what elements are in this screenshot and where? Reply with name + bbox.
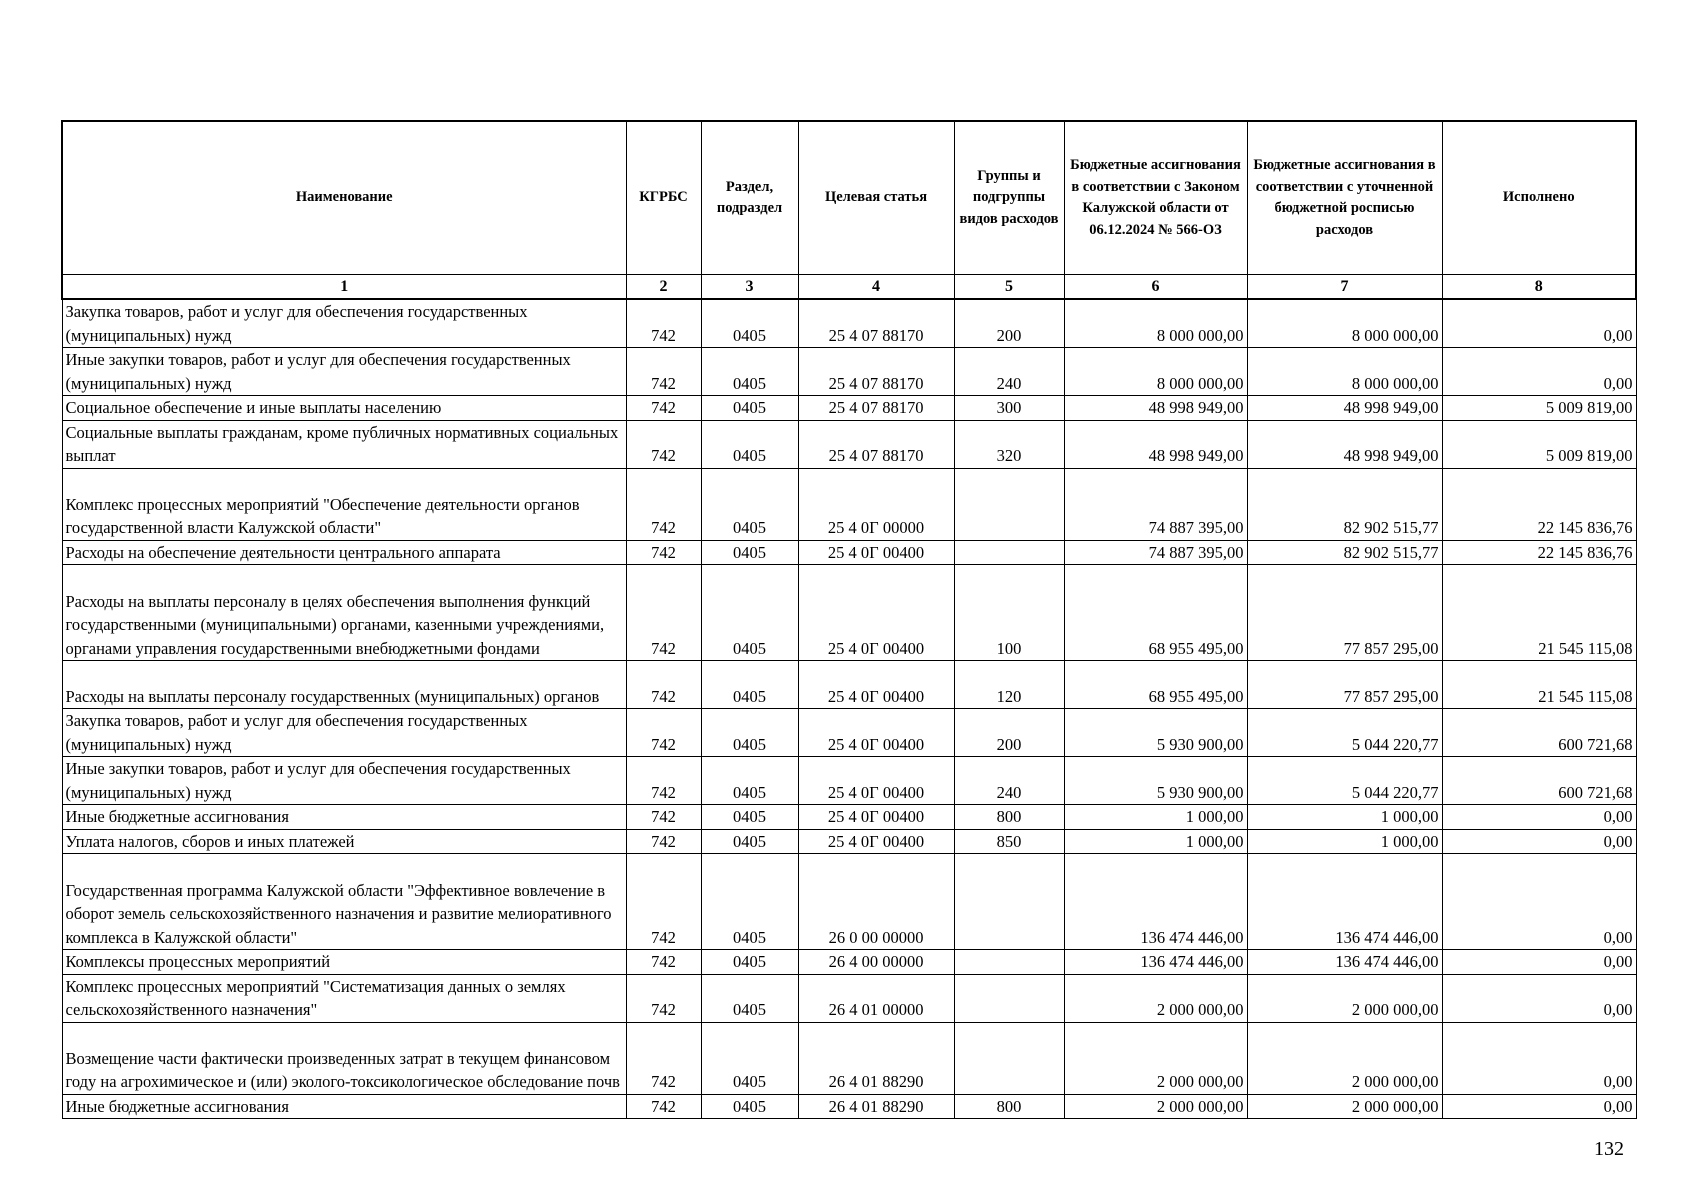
row-group: 800 bbox=[954, 1094, 1064, 1119]
row-executed: 0,00 bbox=[1442, 950, 1636, 975]
column-number: 2 bbox=[626, 275, 701, 300]
row-refined: 82 902 515,77 bbox=[1247, 540, 1442, 565]
column-number: 4 bbox=[798, 275, 954, 300]
row-name: Возмещение части фактически произведенных затрат в текущем финансовом году на агрохимическое и (или) эколого-токсикологическое обследование почв bbox=[62, 1022, 626, 1094]
row-group: 200 bbox=[954, 709, 1064, 757]
row-executed: 0,00 bbox=[1442, 299, 1636, 348]
row-razdel: 0405 bbox=[701, 468, 798, 540]
row-law: 2 000 000,00 bbox=[1064, 974, 1247, 1022]
row-law: 136 474 446,00 bbox=[1064, 854, 1247, 950]
row-law: 1 000,00 bbox=[1064, 805, 1247, 830]
row-kgrbs: 742 bbox=[626, 420, 701, 468]
table-row bbox=[62, 1022, 1636, 1094]
row-executed: 5 009 819,00 bbox=[1442, 420, 1636, 468]
row-name: Закупка товаров, работ и услуг для обеспечения государственных (муниципальных) нужд bbox=[62, 299, 626, 348]
row-target: 25 4 0Г 00400 bbox=[798, 565, 954, 661]
row-target: 25 4 07 88170 bbox=[798, 348, 954, 396]
row-group: 240 bbox=[954, 348, 1064, 396]
row-refined: 2 000 000,00 bbox=[1247, 974, 1442, 1022]
row-executed: 0,00 bbox=[1442, 1094, 1636, 1119]
row-refined: 1 000,00 bbox=[1247, 805, 1442, 830]
row-executed: 5 009 819,00 bbox=[1442, 396, 1636, 421]
header-target: Целевая статья bbox=[798, 121, 954, 275]
row-kgrbs: 742 bbox=[626, 950, 701, 975]
row-executed: 0,00 bbox=[1442, 854, 1636, 950]
page-number: 132 bbox=[1594, 1138, 1624, 1160]
header-row bbox=[62, 121, 1636, 275]
budget-table bbox=[61, 120, 1637, 1119]
table-row bbox=[62, 1094, 1636, 1119]
row-group bbox=[954, 540, 1064, 565]
row-kgrbs: 742 bbox=[626, 661, 701, 709]
row-executed: 21 545 115,08 bbox=[1442, 565, 1636, 661]
row-kgrbs: 742 bbox=[626, 565, 701, 661]
table-row bbox=[62, 950, 1636, 975]
row-kgrbs: 742 bbox=[626, 805, 701, 830]
row-law: 8 000 000,00 bbox=[1064, 348, 1247, 396]
row-razdel: 0405 bbox=[701, 950, 798, 975]
row-group bbox=[954, 950, 1064, 975]
table-row bbox=[62, 661, 1636, 709]
row-name: Расходы на обеспечение деятельности центрального аппарата bbox=[62, 540, 626, 565]
table-row bbox=[62, 396, 1636, 421]
row-name: Комплексы процессных мероприятий bbox=[62, 950, 626, 975]
row-group: 300 bbox=[954, 396, 1064, 421]
row-refined: 5 044 220,77 bbox=[1247, 709, 1442, 757]
row-name: Социальное обеспечение и иные выплаты населению bbox=[62, 396, 626, 421]
row-razdel: 0405 bbox=[701, 396, 798, 421]
header-refined: Бюджетные ассигнования в соответствии с уточненной бюджетной росписью расходов bbox=[1247, 121, 1442, 275]
row-executed: 0,00 bbox=[1442, 1022, 1636, 1094]
column-number: 5 bbox=[954, 275, 1064, 300]
row-executed: 22 145 836,76 bbox=[1442, 468, 1636, 540]
row-razdel: 0405 bbox=[701, 854, 798, 950]
row-refined: 5 044 220,77 bbox=[1247, 757, 1442, 805]
header-executed: Исполнено bbox=[1442, 121, 1636, 275]
table-header bbox=[62, 121, 1636, 299]
row-group: 200 bbox=[954, 299, 1064, 348]
row-kgrbs: 742 bbox=[626, 348, 701, 396]
row-law: 68 955 495,00 bbox=[1064, 661, 1247, 709]
row-group bbox=[954, 468, 1064, 540]
table-row bbox=[62, 348, 1636, 396]
row-group: 800 bbox=[954, 805, 1064, 830]
row-razdel: 0405 bbox=[701, 348, 798, 396]
row-refined: 1 000,00 bbox=[1247, 829, 1442, 854]
row-group bbox=[954, 854, 1064, 950]
row-razdel: 0405 bbox=[701, 420, 798, 468]
row-law: 2 000 000,00 bbox=[1064, 1094, 1247, 1119]
header-razdel: Раздел, подраздел bbox=[701, 121, 798, 275]
column-number: 8 bbox=[1442, 275, 1636, 300]
row-name: Государственная программа Калужской области "Эффективное вовлечение в оборот земель сельскохозяйственного назначения и развитие мелиоративного комплекса в Калужской области" bbox=[62, 854, 626, 950]
row-group: 320 bbox=[954, 420, 1064, 468]
row-name: Закупка товаров, работ и услуг для обеспечения государственных (муниципальных) нужд bbox=[62, 709, 626, 757]
table-row bbox=[62, 829, 1636, 854]
row-name: Иные бюджетные ассигнования bbox=[62, 805, 626, 830]
row-target: 25 4 07 88170 bbox=[798, 420, 954, 468]
row-group bbox=[954, 1022, 1064, 1094]
row-target: 25 4 0Г 00400 bbox=[798, 661, 954, 709]
row-refined: 136 474 446,00 bbox=[1247, 854, 1442, 950]
row-executed: 0,00 bbox=[1442, 805, 1636, 830]
row-group: 240 bbox=[954, 757, 1064, 805]
column-number: 1 bbox=[62, 275, 626, 300]
row-razdel: 0405 bbox=[701, 661, 798, 709]
row-target: 26 0 00 00000 bbox=[798, 854, 954, 950]
row-law: 74 887 395,00 bbox=[1064, 468, 1247, 540]
row-law: 8 000 000,00 bbox=[1064, 299, 1247, 348]
row-target: 25 4 0Г 00400 bbox=[798, 805, 954, 830]
row-executed: 600 721,68 bbox=[1442, 709, 1636, 757]
header-law: Бюджетные ассигнования в соответствии с Законом Калужской области от 06.12.2024 № 566-ОЗ bbox=[1064, 121, 1247, 275]
row-group: 100 bbox=[954, 565, 1064, 661]
table-body bbox=[62, 299, 1636, 1119]
row-executed: 600 721,68 bbox=[1442, 757, 1636, 805]
header-name: Наименование bbox=[62, 121, 626, 275]
row-razdel: 0405 bbox=[701, 829, 798, 854]
row-name: Расходы на выплаты персоналу в целях обеспечения выполнения функций государственными (муниципальными) органами, казенными учреждениями, органами управления государственными внебюджетными фондами bbox=[62, 565, 626, 661]
row-name: Социальные выплаты гражданам, кроме публичных нормативных социальных выплат bbox=[62, 420, 626, 468]
row-target: 25 4 0Г 00400 bbox=[798, 829, 954, 854]
row-law: 48 998 949,00 bbox=[1064, 396, 1247, 421]
table-row bbox=[62, 709, 1636, 757]
row-group bbox=[954, 974, 1064, 1022]
row-target: 26 4 01 00000 bbox=[798, 974, 954, 1022]
header-kgrbs: КГРБС bbox=[626, 121, 701, 275]
row-refined: 82 902 515,77 bbox=[1247, 468, 1442, 540]
row-refined: 48 998 949,00 bbox=[1247, 420, 1442, 468]
table-row bbox=[62, 757, 1636, 805]
table-row bbox=[62, 854, 1636, 950]
row-law: 1 000,00 bbox=[1064, 829, 1247, 854]
table-row bbox=[62, 974, 1636, 1022]
row-name: Расходы на выплаты персоналу государственных (муниципальных) органов bbox=[62, 661, 626, 709]
row-kgrbs: 742 bbox=[626, 854, 701, 950]
row-law: 136 474 446,00 bbox=[1064, 950, 1247, 975]
row-law: 74 887 395,00 bbox=[1064, 540, 1247, 565]
row-name: Иные бюджетные ассигнования bbox=[62, 1094, 626, 1119]
row-razdel: 0405 bbox=[701, 1094, 798, 1119]
row-executed: 22 145 836,76 bbox=[1442, 540, 1636, 565]
row-name: Комплекс процессных мероприятий "Обеспечение деятельности органов государственной власти Калужской области" bbox=[62, 468, 626, 540]
row-target: 26 4 01 88290 bbox=[798, 1094, 954, 1119]
row-kgrbs: 742 bbox=[626, 468, 701, 540]
row-kgrbs: 742 bbox=[626, 829, 701, 854]
row-group: 850 bbox=[954, 829, 1064, 854]
table-row bbox=[62, 299, 1636, 348]
row-razdel: 0405 bbox=[701, 565, 798, 661]
row-executed: 0,00 bbox=[1442, 348, 1636, 396]
row-razdel: 0405 bbox=[701, 805, 798, 830]
row-kgrbs: 742 bbox=[626, 396, 701, 421]
row-kgrbs: 742 bbox=[626, 540, 701, 565]
row-refined: 8 000 000,00 bbox=[1247, 299, 1442, 348]
row-executed: 0,00 bbox=[1442, 974, 1636, 1022]
column-number: 7 bbox=[1247, 275, 1442, 300]
row-razdel: 0405 bbox=[701, 757, 798, 805]
row-group: 120 bbox=[954, 661, 1064, 709]
row-law: 48 998 949,00 bbox=[1064, 420, 1247, 468]
table-row bbox=[62, 420, 1636, 468]
column-number: 3 bbox=[701, 275, 798, 300]
row-law: 5 930 900,00 bbox=[1064, 757, 1247, 805]
row-target: 25 4 0Г 00000 bbox=[798, 468, 954, 540]
row-target: 25 4 0Г 00400 bbox=[798, 757, 954, 805]
row-razdel: 0405 bbox=[701, 299, 798, 348]
row-executed: 21 545 115,08 bbox=[1442, 661, 1636, 709]
row-name: Иные закупки товаров, работ и услуг для обеспечения государственных (муниципальных) нужд bbox=[62, 348, 626, 396]
row-refined: 77 857 295,00 bbox=[1247, 565, 1442, 661]
row-kgrbs: 742 bbox=[626, 974, 701, 1022]
row-refined: 2 000 000,00 bbox=[1247, 1022, 1442, 1094]
row-kgrbs: 742 bbox=[626, 1094, 701, 1119]
table-row bbox=[62, 468, 1636, 540]
row-law: 2 000 000,00 bbox=[1064, 1022, 1247, 1094]
row-target: 25 4 0Г 00400 bbox=[798, 540, 954, 565]
row-law: 5 930 900,00 bbox=[1064, 709, 1247, 757]
column-number: 6 bbox=[1064, 275, 1247, 300]
row-kgrbs: 742 bbox=[626, 709, 701, 757]
row-refined: 77 857 295,00 bbox=[1247, 661, 1442, 709]
row-kgrbs: 742 bbox=[626, 757, 701, 805]
table-row bbox=[62, 565, 1636, 661]
row-refined: 48 998 949,00 bbox=[1247, 396, 1442, 421]
row-target: 26 4 01 88290 bbox=[798, 1022, 954, 1094]
row-executed: 0,00 bbox=[1442, 829, 1636, 854]
row-razdel: 0405 bbox=[701, 1022, 798, 1094]
row-refined: 8 000 000,00 bbox=[1247, 348, 1442, 396]
row-target: 26 4 00 00000 bbox=[798, 950, 954, 975]
row-kgrbs: 742 bbox=[626, 299, 701, 348]
row-target: 25 4 07 88170 bbox=[798, 396, 954, 421]
row-name: Иные закупки товаров, работ и услуг для обеспечения государственных (муниципальных) нужд bbox=[62, 757, 626, 805]
header-groups: Группы и подгруппы видов расходов bbox=[954, 121, 1064, 275]
row-target: 25 4 0Г 00400 bbox=[798, 709, 954, 757]
row-razdel: 0405 bbox=[701, 974, 798, 1022]
row-refined: 136 474 446,00 bbox=[1247, 950, 1442, 975]
row-kgrbs: 742 bbox=[626, 1022, 701, 1094]
column-number-row bbox=[62, 275, 1636, 300]
table-row bbox=[62, 540, 1636, 565]
row-name: Комплекс процессных мероприятий "Систематизация данных о землях сельскохозяйственного назначения" bbox=[62, 974, 626, 1022]
row-razdel: 0405 bbox=[701, 709, 798, 757]
row-law: 68 955 495,00 bbox=[1064, 565, 1247, 661]
table-row bbox=[62, 805, 1636, 830]
row-razdel: 0405 bbox=[701, 540, 798, 565]
row-name: Уплата налогов, сборов и иных платежей bbox=[62, 829, 626, 854]
row-refined: 2 000 000,00 bbox=[1247, 1094, 1442, 1119]
row-target: 25 4 07 88170 bbox=[798, 299, 954, 348]
